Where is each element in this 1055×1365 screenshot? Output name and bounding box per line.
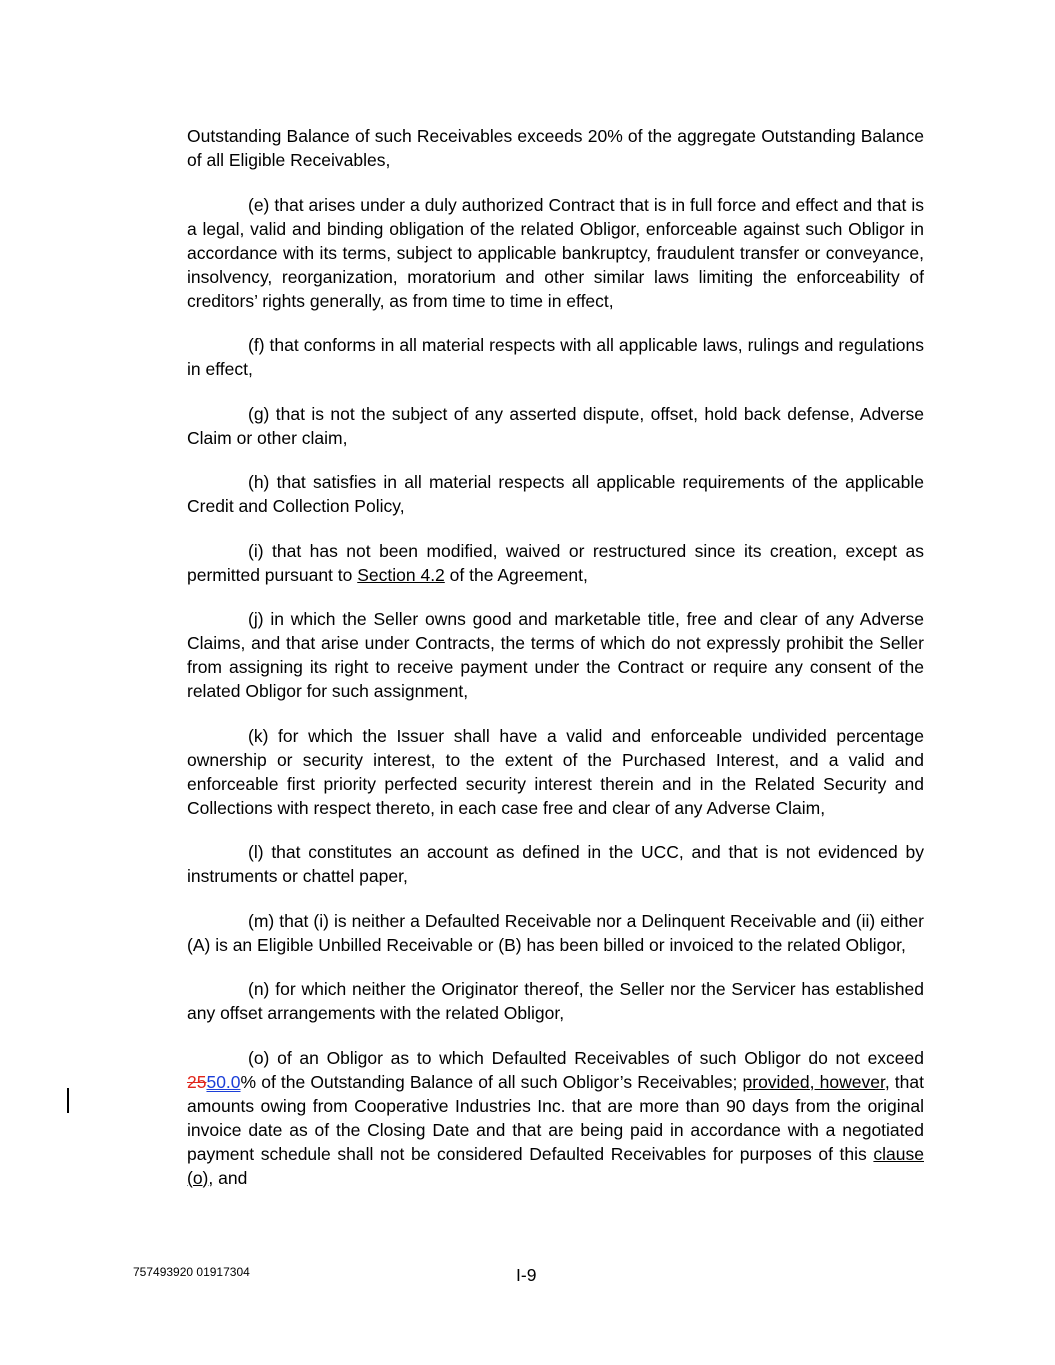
paragraph-h: (h) that satisfies in all material respects all applicable requirements of the applicable Credit and Collection Policy, (187, 472, 924, 516)
page-number: I-9 (516, 1265, 537, 1285)
paragraph-o-text-1: (o) of an Obligor as to which Defaulted Receivables of such Obligor do not exceed (248, 1047, 924, 1068)
inserted-text: 50.0 (206, 1071, 241, 1092)
paragraph-i (187, 539, 924, 587)
paragraph-j: (j) in which the Seller owns good and marketable title, free and clear of any Adverse Claims, and that arise under Contracts, the terms of which do not expressly prohibit the Seller from assigning its right to receive payment under the Contract or require any consent of the related Obligor for such assignment, (187, 609, 924, 701)
document-body (187, 124, 924, 1210)
paragraph-f: (f) that conforms in all material respects with all applicable laws, rulings and regulations in effect, (187, 335, 924, 379)
paragraph-n: (n) for which neither the Originator thereof, the Seller nor the Servicer has established any offset arrangements with the related Obligor, (187, 979, 924, 1023)
paragraph-o-text-4: , and (208, 1167, 248, 1188)
paragraph-o-text-3: , that amounts owing from Cooperative Industries Inc. that are more than 90 days from the original invoice date as of the Closing Date and that are being paid in accordance with a negotiated payment schedule shall not be considered Defaulted Receivables for purposes of this (187, 1071, 924, 1164)
clause-reference: clause (o) (187, 1143, 924, 1188)
revision-change-bar (67, 1088, 69, 1113)
paragraph-l: (l) that constitutes an account as defined in the UCC, and that is not evidenced by instruments or chattel paper, (187, 842, 924, 886)
paragraph-i-text-after: of the Agreement, (444, 564, 588, 585)
provided-however: provided, however (742, 1071, 885, 1092)
paragraph-i-text-before: (i) that has not been modified, waived or restructured since its creation, except as permitted pursuant to (187, 540, 924, 585)
paragraph-m: (m) that (i) is neither a Defaulted Receivable nor a Delinquent Receivable and (ii) either (A) is an Eligible Unbilled Receivable or (B) has been billed or invoiced to the related Obligor, (187, 910, 924, 955)
section-reference: Section 4.2 (357, 564, 445, 585)
paragraph-k: (k) for which the Issuer shall have a valid and enforceable undivided percentage ownership or security interest, to the extent of the Purchased Interest, and a valid and enforceable first priority perfected security interest therein and in the Related Security and Collections with respect thereto, in each case free and clear of any Adverse Claim, (187, 725, 924, 818)
paragraph-continuation: Outstanding Balance of such Receivables exceeds 20% of the aggregate Outstanding Balance of all Eligible Receivables, (187, 126, 924, 170)
deleted-text: 25 (187, 1071, 207, 1092)
footer-document-id: 757493920 01917304 (133, 1265, 250, 1279)
paragraph-g: (g) that is not the subject of any asserted dispute, offset, hold back defense, Adverse Claim or other claim, (187, 403, 924, 448)
paragraph-o (187, 1046, 924, 1190)
paragraph-o-text-2: % of the Outstanding Balance of all such Obligor’s Receivables; (240, 1071, 743, 1092)
paragraph-e: (e) that arises under a duly authorized Contract that is in full force and effect and that is a legal, valid and binding obligation of the related Obligor, enforceable against such Obligor in accordance with its terms, subject to applicable bankruptcy, fraudulent transfer or conveyance, insolvency, reorganization, moratorium and other similar laws limiting the enforceability of creditors’ rights generally, as from time to time in effect, (187, 194, 924, 311)
